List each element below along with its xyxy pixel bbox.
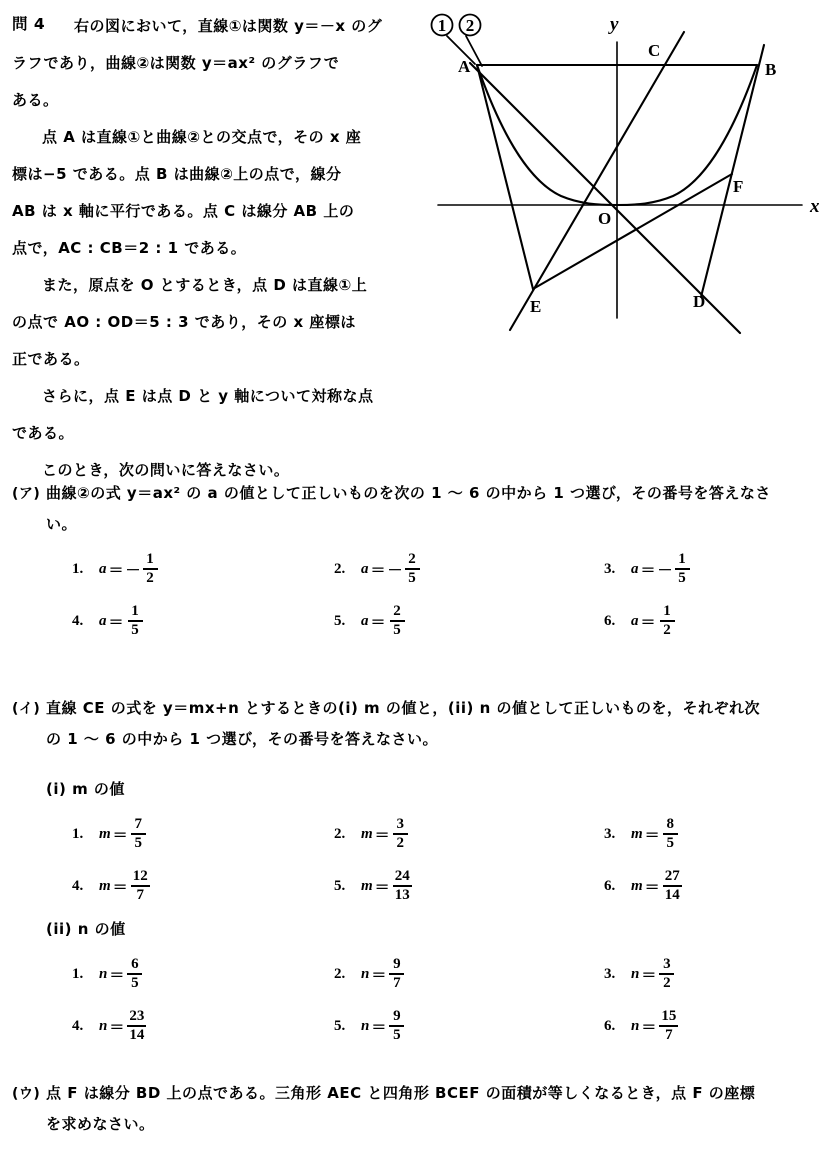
- point-label-D: D: [693, 292, 706, 311]
- choice-item[interactable]: [604, 1006, 833, 1046]
- subsection-ii: [12, 908, 822, 1046]
- section-a: [12, 478, 822, 641]
- choice-variable: a: [361, 612, 369, 629]
- choice-number: 1.: [72, 965, 84, 982]
- fraction-numerator: 1: [663, 603, 671, 620]
- fraction-denominator: 2: [396, 834, 404, 851]
- section-b-line-1: 直線 CE の式を y＝mx+n とするときの(i) m の値と，(ii) n の値として正しいものを，それぞれ次: [46, 699, 761, 717]
- point-label-F: F: [733, 177, 744, 196]
- fraction: [131, 869, 150, 903]
- segment-EF: [533, 174, 732, 289]
- fraction-denominator: 5: [134, 834, 142, 851]
- fraction-numerator: 2: [408, 551, 416, 568]
- problem-line-11: さらに，点 E は点 D と y 軸について対称な点: [42, 387, 374, 405]
- fraction-numerator: 27: [664, 868, 680, 885]
- equals-sign: ＝: [108, 614, 124, 631]
- choice-sign: －: [387, 562, 403, 579]
- section-a-heading: [12, 478, 822, 509]
- fraction-denominator: 7: [665, 1026, 673, 1043]
- fraction-denominator: 2: [663, 974, 671, 991]
- problem-number: 問 4: [12, 15, 46, 33]
- fraction: [393, 817, 408, 851]
- subsection-ii-choices: [12, 954, 822, 1046]
- fraction-numerator: 24: [394, 868, 410, 885]
- fraction: [128, 604, 143, 638]
- fraction-numerator: 12: [132, 868, 148, 885]
- section-c-heading: [12, 1078, 822, 1109]
- problem-line-10: 正である。: [12, 350, 90, 368]
- choice-item[interactable]: [72, 814, 334, 854]
- equals-sign: ＝: [640, 614, 656, 631]
- choice-variable: a: [99, 560, 107, 577]
- choice-number: 6.: [604, 612, 616, 629]
- fraction-numerator: 6: [131, 956, 139, 973]
- choice-number: 5.: [334, 612, 346, 629]
- problem-line-13: このとき，次の問いに答えなさい。: [42, 461, 290, 479]
- choice-item[interactable]: [72, 954, 334, 994]
- choice-number: 5.: [334, 1017, 346, 1034]
- section-a-line-1: 曲線②の式 y＝ax² の a の値として正しいものを次の 1 ～ 6 の中から 1 つ選び，その番号を答えなさ: [46, 484, 771, 502]
- segment-BD: [701, 45, 764, 297]
- fraction-numerator: 3: [663, 956, 671, 973]
- fraction-numerator: 9: [393, 1008, 401, 1025]
- fraction-denominator: 5: [393, 1026, 401, 1043]
- fraction: [393, 869, 412, 903]
- equals-sign: ＝: [374, 879, 390, 896]
- problem-statement: [12, 8, 417, 489]
- point-label-E: E: [530, 297, 542, 316]
- equals-sign: ＝: [112, 879, 128, 896]
- section-a-choices: [12, 549, 822, 641]
- fraction: [389, 957, 404, 991]
- choice-variable: m: [631, 877, 643, 894]
- choice-number: 2.: [334, 560, 346, 577]
- choice-number: 6.: [604, 877, 616, 894]
- choice-number: 1.: [72, 560, 84, 577]
- fraction-numerator: 3: [396, 816, 404, 833]
- fraction-denominator: 7: [393, 974, 401, 991]
- choice-variable: m: [99, 877, 111, 894]
- choice-item[interactable]: [604, 954, 833, 994]
- fraction-numerator: 8: [666, 816, 674, 833]
- choice-variable: n: [631, 965, 640, 982]
- fraction-numerator: 1: [131, 603, 139, 620]
- fraction-denominator: 2: [146, 569, 154, 586]
- fraction-denominator: 13: [394, 886, 410, 903]
- choice-variable: m: [99, 825, 111, 842]
- fraction-denominator: 5: [393, 621, 401, 638]
- point-label-B: B: [765, 60, 777, 79]
- choice-variable: n: [631, 1017, 640, 1034]
- curve-number-badges: [432, 15, 481, 36]
- choice-number: 3.: [604, 825, 616, 842]
- equals-sign: ＝: [644, 879, 660, 896]
- fraction: [663, 869, 682, 903]
- fraction: [659, 957, 674, 991]
- choice-number: 4.: [72, 612, 84, 629]
- choice-item[interactable]: [72, 1006, 334, 1046]
- choice-item[interactable]: [604, 866, 833, 906]
- choice-item[interactable]: [72, 601, 334, 641]
- section-b-heading: [12, 693, 822, 724]
- fraction-denominator: 14: [129, 1026, 145, 1043]
- choice-variable: m: [631, 825, 643, 842]
- equals-sign: ＝: [370, 614, 386, 631]
- problem-line-9: の点で AO : OD＝5 : 3 であり，その x 座標は: [12, 313, 356, 331]
- choice-item[interactable]: [334, 866, 604, 906]
- figure-svg: [420, 0, 833, 340]
- problem-line-2: ラフであり，曲線②は関数 y＝ax² のグラフで: [12, 54, 340, 72]
- problem-line-5: 標は−5 である。点 B は曲線②上の点で，線分: [12, 165, 342, 183]
- choice-item[interactable]: [604, 814, 833, 854]
- fraction: [675, 552, 690, 586]
- choice-variable: n: [361, 965, 370, 982]
- fraction: [390, 604, 405, 638]
- problem-line-12: である。: [12, 424, 75, 442]
- choice-item[interactable]: [334, 601, 604, 641]
- fraction-denominator: 5: [408, 569, 416, 586]
- subsection-ii-label: (ii) n の値: [46, 920, 126, 938]
- fraction-denominator: 5: [131, 974, 139, 991]
- choice-variable: a: [99, 612, 107, 629]
- choice-item[interactable]: [334, 1006, 604, 1046]
- section-a-line-2: い。: [46, 515, 78, 533]
- fraction-numerator: 7: [134, 816, 142, 833]
- equals-sign: ＝: [374, 827, 390, 844]
- choice-variable: a: [631, 612, 639, 629]
- equals-sign: ＝: [641, 967, 657, 984]
- subsection-i-choices: [12, 814, 822, 906]
- fraction-numerator: 1: [678, 551, 686, 568]
- problem-body: [12, 8, 417, 489]
- choice-variable: n: [361, 1017, 370, 1034]
- fraction: [405, 552, 420, 586]
- choice-item[interactable]: [604, 549, 833, 589]
- coordinate-figure: [420, 0, 833, 340]
- fraction: [659, 1009, 678, 1043]
- fraction-denominator: 2: [663, 621, 671, 638]
- subsection-i-label: (i) m の値: [46, 780, 125, 798]
- fraction: [131, 817, 146, 851]
- choice-variable: a: [361, 560, 369, 577]
- equals-sign: ＝: [641, 1019, 657, 1036]
- choice-sign: －: [657, 562, 673, 579]
- equals-sign: ＝: [109, 1019, 125, 1036]
- fraction: [127, 957, 142, 991]
- choice-variable: a: [631, 560, 639, 577]
- choice-number: 3.: [604, 560, 616, 577]
- choice-item[interactable]: [334, 549, 604, 589]
- choice-sign: －: [125, 562, 141, 579]
- equals-sign: ＝: [644, 827, 660, 844]
- point-label-C: C: [648, 41, 661, 60]
- choice-number: 6.: [604, 1017, 616, 1034]
- choice-item[interactable]: [72, 549, 334, 589]
- fraction-denominator: 7: [136, 886, 144, 903]
- fraction-denominator: 5: [666, 834, 674, 851]
- line-CE: [510, 32, 684, 330]
- fraction: [127, 1009, 146, 1043]
- curve-label-2-glyph: 2: [465, 16, 475, 35]
- choice-item[interactable]: [334, 814, 604, 854]
- choice-number: 4.: [72, 877, 84, 894]
- fraction-denominator: 14: [664, 886, 680, 903]
- choice-variable: m: [361, 825, 373, 842]
- section-a-mark: (ア): [12, 486, 41, 502]
- problem-line-3: ある。: [12, 91, 59, 109]
- fraction-denominator: 5: [131, 621, 139, 638]
- y-axis-label: y: [610, 14, 619, 35]
- section-b-mark: (イ): [12, 701, 41, 717]
- subsection-i: [12, 768, 822, 906]
- choice-number: 2.: [334, 825, 346, 842]
- fraction: [389, 1009, 404, 1043]
- section-c: [12, 1078, 822, 1139]
- choice-item[interactable]: [604, 601, 833, 641]
- problem-line-4: 点 A は直線①と曲線②との交点で，その x 座: [42, 128, 362, 146]
- point-label-A: A: [458, 57, 471, 76]
- equals-sign: ＝: [370, 562, 386, 579]
- fraction-denominator: 5: [678, 569, 686, 586]
- choice-item[interactable]: [334, 954, 604, 994]
- choice-number: 5.: [334, 877, 346, 894]
- section-c-mark: (ウ): [12, 1086, 41, 1102]
- choice-variable: n: [99, 1017, 108, 1034]
- fraction-numerator: 23: [129, 1008, 145, 1025]
- section-c-line-2: を求めなさい。: [46, 1115, 155, 1133]
- choice-variable: m: [361, 877, 373, 894]
- problem-line-1: 右の図において，直線①は関数 y＝－x のグ: [74, 17, 383, 35]
- curve-label-1-glyph: 1: [437, 16, 447, 35]
- fraction-numerator: 2: [393, 603, 401, 620]
- section-b: [12, 693, 822, 1043]
- choice-number: 1.: [72, 825, 84, 842]
- equals-sign: ＝: [112, 827, 128, 844]
- x-axis-label: x: [810, 196, 820, 217]
- equals-sign: ＝: [371, 967, 387, 984]
- choice-number: 3.: [604, 965, 616, 982]
- point-label-O: O: [598, 209, 612, 228]
- equals-sign: ＝: [108, 562, 124, 579]
- problem-line-6: AB は x 軸に平行である。点 C は線分 AB 上の: [12, 202, 355, 220]
- equals-sign: ＝: [640, 562, 656, 579]
- choice-number: 4.: [72, 1017, 84, 1034]
- choice-number: 2.: [334, 965, 346, 982]
- choice-variable: n: [99, 965, 108, 982]
- fraction: [143, 552, 158, 586]
- problem-line-8: また，原点を O とするとき，点 D は直線①上: [42, 276, 368, 294]
- fraction-numerator: 9: [393, 956, 401, 973]
- fraction: [663, 817, 678, 851]
- equals-sign: ＝: [109, 967, 125, 984]
- problem-line-7: 点で，AC : CB＝2 : 1 である。: [12, 239, 247, 257]
- fraction: [660, 604, 675, 638]
- section-b-line-2: の 1 ～ 6 の中から 1 つ選び，その番号を答えなさい。: [46, 730, 439, 748]
- choice-item[interactable]: [72, 866, 334, 906]
- fraction-numerator: 1: [146, 551, 154, 568]
- section-c-line-1: 点 F は線分 BD 上の点である。三角形 AEC と四角形 BCEF の面積が等しくなるとき，点 F の座標: [46, 1084, 756, 1102]
- fraction-numerator: 15: [661, 1008, 677, 1025]
- equals-sign: ＝: [371, 1019, 387, 1036]
